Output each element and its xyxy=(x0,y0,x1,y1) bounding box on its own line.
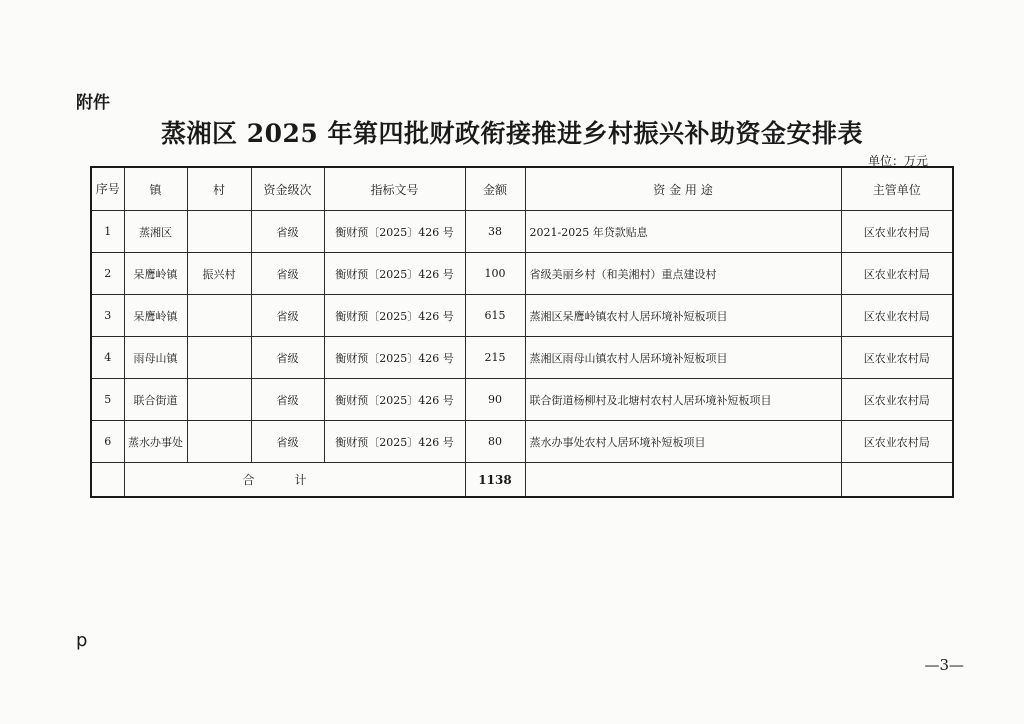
cell-total-blank xyxy=(525,463,841,498)
cell-village xyxy=(187,379,251,421)
column-header-seq: 序号 xyxy=(91,167,124,211)
column-header-town: 镇 xyxy=(124,167,187,211)
cell-purpose: 蒸湘区呆鹰岭镇农村人居环境补短板项目 xyxy=(525,295,841,337)
column-header-amount: 金额 xyxy=(465,167,525,211)
cell-village xyxy=(187,211,251,253)
cell-purpose: 蒸水办事处农村人居环境补短板项目 xyxy=(525,421,841,463)
cell-level: 省级 xyxy=(251,253,324,295)
cell-doc-no: 衡财预〔2025〕426 号 xyxy=(324,253,465,295)
table-row xyxy=(91,421,953,463)
cell-amount: 215 xyxy=(465,337,525,379)
cell-town: 蒸湘区 xyxy=(124,211,187,253)
cell-town: 呆鹰岭镇 xyxy=(124,253,187,295)
cell-doc-no: 衡财预〔2025〕426 号 xyxy=(324,295,465,337)
table-row xyxy=(91,295,953,337)
table-row xyxy=(91,211,953,253)
cell-seq: 3 xyxy=(91,295,124,337)
cell-town: 蒸水办事处 xyxy=(124,421,187,463)
cell-seq: 5 xyxy=(91,379,124,421)
cell-doc-no: 衡财预〔2025〕426 号 xyxy=(324,379,465,421)
cell-amount: 38 xyxy=(465,211,525,253)
cell-dept: 区农业农村局 xyxy=(841,211,953,253)
cell-purpose: 蒸湘区雨母山镇农村人居环境补短板项目 xyxy=(525,337,841,379)
table-row xyxy=(91,379,953,421)
funding-table xyxy=(90,166,954,498)
cell-amount: 615 xyxy=(465,295,525,337)
column-header-purpose: 资 金 用 途 xyxy=(525,167,841,211)
attachment-label: 附件 xyxy=(76,93,110,113)
cell-level: 省级 xyxy=(251,295,324,337)
cell-village xyxy=(187,421,251,463)
page-number: —3— xyxy=(924,656,964,674)
page-title: 蒸湘区 2025 年第四批财政衔接推进乡村振兴补助资金安排表 xyxy=(161,119,863,148)
cell-level: 省级 xyxy=(251,421,324,463)
cell-village: 振兴村 xyxy=(187,253,251,295)
cell-seq: 4 xyxy=(91,337,124,379)
table-row xyxy=(91,253,953,295)
total-amount: 1138 xyxy=(465,463,525,498)
cell-town: 雨母山镇 xyxy=(124,337,187,379)
cell-amount: 90 xyxy=(465,379,525,421)
column-header-level: 资金级次 xyxy=(251,167,324,211)
cell-doc-no: 衡财预〔2025〕426 号 xyxy=(324,211,465,253)
cell-level: 省级 xyxy=(251,379,324,421)
cell-doc-no: 衡财预〔2025〕426 号 xyxy=(324,337,465,379)
stray-mark: p xyxy=(76,630,88,651)
cell-purpose: 2021-2025 年贷款贴息 xyxy=(525,211,841,253)
cell-seq: 6 xyxy=(91,421,124,463)
cell-seq: 2 xyxy=(91,253,124,295)
cell-total-blank xyxy=(91,463,124,498)
cell-dept: 区农业农村局 xyxy=(841,379,953,421)
cell-village xyxy=(187,337,251,379)
cell-purpose: 联合街道杨柳村及北塘村农村人居环境补短板项目 xyxy=(525,379,841,421)
cell-village xyxy=(187,295,251,337)
total-label: 合计 xyxy=(124,463,465,498)
unit-label: 单位：万元 xyxy=(867,154,928,168)
cell-dept: 区农业农村局 xyxy=(841,337,953,379)
cell-seq: 1 xyxy=(91,211,124,253)
cell-dept: 区农业农村局 xyxy=(841,253,953,295)
cell-total-blank xyxy=(841,463,953,498)
column-header-village: 村 xyxy=(187,167,251,211)
cell-amount: 80 xyxy=(465,421,525,463)
cell-amount: 100 xyxy=(465,253,525,295)
table-row xyxy=(91,337,953,379)
cell-town: 联合街道 xyxy=(124,379,187,421)
cell-town: 呆鹰岭镇 xyxy=(124,295,187,337)
cell-level: 省级 xyxy=(251,337,324,379)
table-header-row xyxy=(91,167,953,211)
total-row xyxy=(91,463,953,498)
column-header-doc-no: 指标文号 xyxy=(324,167,465,211)
cell-dept: 区农业农村局 xyxy=(841,421,953,463)
cell-level: 省级 xyxy=(251,211,324,253)
column-header-dept: 主管单位 xyxy=(841,167,953,211)
cell-doc-no: 衡财预〔2025〕426 号 xyxy=(324,421,465,463)
cell-purpose: 省级美丽乡村（和美湘村）重点建设村 xyxy=(525,253,841,295)
cell-dept: 区农业农村局 xyxy=(841,295,953,337)
